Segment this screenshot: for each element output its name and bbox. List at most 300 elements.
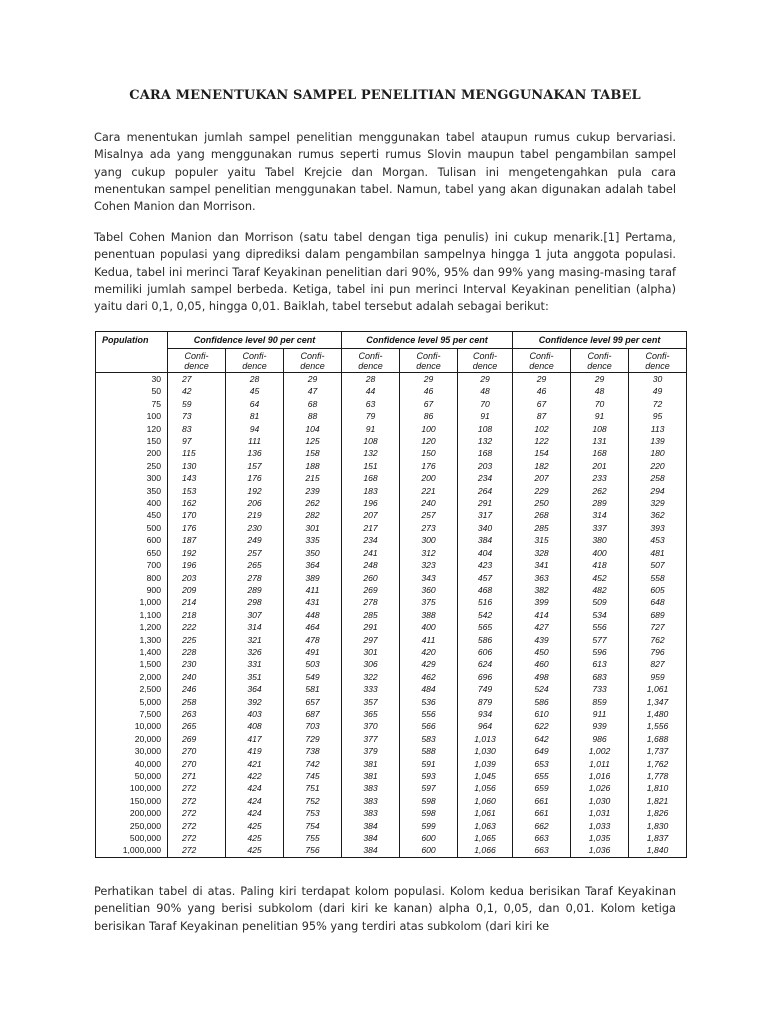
sample-size-cell: 239 bbox=[284, 485, 342, 497]
sample-size-cell: 419 bbox=[247, 746, 262, 757]
sample-size-cell: 221 bbox=[421, 485, 436, 496]
table-row bbox=[96, 485, 687, 497]
table-row bbox=[96, 745, 687, 757]
sample-size-cell: 258 bbox=[629, 472, 687, 484]
sample-size-cell: 206 bbox=[247, 498, 262, 509]
sample-size-cell: 414 bbox=[513, 609, 571, 621]
sample-size-cell: 151 bbox=[342, 460, 400, 472]
table-row bbox=[96, 534, 687, 546]
sample-size-cell: 565 bbox=[458, 621, 513, 633]
sample-size-cell: 29 bbox=[513, 373, 571, 386]
population-cell: 5,000 bbox=[96, 696, 168, 708]
sample-size-cell: 613 bbox=[592, 659, 607, 670]
population-cell: 1,500 bbox=[96, 658, 168, 670]
sample-size-cell: 108 bbox=[458, 423, 513, 435]
sample-size-cell: 453 bbox=[629, 534, 687, 546]
population-cell: 7,500 bbox=[96, 708, 168, 720]
table-row bbox=[96, 547, 687, 559]
sample-size-cell: 321 bbox=[247, 634, 262, 645]
sample-size-cell: 263 bbox=[168, 708, 226, 720]
sample-size-cell: 120 bbox=[421, 436, 436, 447]
sample-size-cell: 196 bbox=[342, 497, 400, 509]
sample-size-cell: 727 bbox=[629, 621, 687, 633]
sample-size-cell: 176 bbox=[247, 473, 262, 484]
population-cell: 700 bbox=[96, 559, 168, 571]
subheader-line: dence bbox=[529, 360, 554, 371]
sample-size-cell: 399 bbox=[513, 596, 571, 608]
sample-size-cell: 203 bbox=[458, 460, 513, 472]
sample-size-cell: 230 bbox=[247, 522, 262, 533]
sample-size-cell: 363 bbox=[513, 572, 571, 584]
sample-size-cell: 234 bbox=[458, 472, 513, 484]
sample-size-cell: 48 bbox=[594, 386, 605, 397]
sample-size-cell: 72 bbox=[629, 398, 687, 410]
sample-size-cell: 408 bbox=[247, 721, 262, 732]
sample-size-cell: 289 bbox=[247, 584, 262, 595]
cohen-manion-morrison-table bbox=[95, 331, 687, 858]
sample-size-cell: 214 bbox=[168, 596, 226, 608]
sample-size-cell: 733 bbox=[592, 684, 607, 695]
sample-size-cell: 44 bbox=[342, 385, 400, 397]
sample-size-cell: 598 bbox=[421, 795, 436, 806]
population-cell: 100 bbox=[96, 410, 168, 422]
sample-size-cell: 481 bbox=[629, 547, 687, 559]
population-cell: 10,000 bbox=[96, 720, 168, 732]
sample-size-cell: 192 bbox=[247, 485, 262, 496]
sample-size-cell: 272 bbox=[168, 782, 226, 794]
sample-size-cell: 653 bbox=[513, 758, 571, 770]
population-cell: 50,000 bbox=[96, 770, 168, 782]
sample-size-cell: 131 bbox=[592, 436, 607, 447]
sample-size-cell: 986 bbox=[592, 733, 607, 744]
sample-size-cell: 482 bbox=[592, 584, 607, 595]
population-cell: 1,000,000 bbox=[96, 844, 168, 857]
sample-size-cell: 153 bbox=[168, 485, 226, 497]
sample-size-cell: 113 bbox=[629, 423, 687, 435]
sample-size-cell: 328 bbox=[513, 547, 571, 559]
sample-size-cell: 365 bbox=[342, 708, 400, 720]
sample-size-cell: 272 bbox=[168, 832, 226, 844]
subheader-line: Confi- bbox=[184, 350, 209, 361]
sample-size-cell: 542 bbox=[458, 609, 513, 621]
sample-size-cell: 1,778 bbox=[629, 770, 687, 782]
sample-size-cell: 393 bbox=[629, 522, 687, 534]
sample-size-cell: 1,026 bbox=[588, 783, 611, 794]
sample-size-cell: 1,039 bbox=[458, 758, 513, 770]
sample-size-cell: 326 bbox=[247, 646, 262, 657]
sample-size-cell: 420 bbox=[421, 646, 436, 657]
sample-size-cell: 598 bbox=[421, 808, 436, 819]
sample-size-cell: 591 bbox=[421, 758, 436, 769]
sample-size-cell: 468 bbox=[458, 584, 513, 596]
population-cell: 200,000 bbox=[96, 807, 168, 819]
sample-size-cell: 1,347 bbox=[629, 696, 687, 708]
sample-size-cell: 122 bbox=[513, 435, 571, 447]
sample-size-cell: 260 bbox=[342, 572, 400, 584]
table-row bbox=[96, 460, 687, 472]
sample-size-cell: 600 bbox=[421, 833, 436, 844]
population-cell: 1,300 bbox=[96, 634, 168, 646]
sample-size-cell: 47 bbox=[284, 385, 342, 397]
sample-size-cell: 307 bbox=[247, 609, 262, 620]
sample-size-cell: 581 bbox=[284, 683, 342, 695]
sample-size-cell: 262 bbox=[592, 485, 607, 496]
sample-size-cell: 659 bbox=[513, 782, 571, 794]
sample-size-cell: 329 bbox=[629, 497, 687, 509]
sample-size-cell: 596 bbox=[592, 646, 607, 657]
sample-size-cell: 278 bbox=[342, 596, 400, 608]
table-row bbox=[96, 782, 687, 794]
sample-size-cell: 67 bbox=[513, 398, 571, 410]
sample-size-cell: 392 bbox=[247, 696, 262, 707]
sample-size-cell: 425 bbox=[247, 833, 262, 844]
table-row bbox=[96, 720, 687, 732]
sample-size-cell: 257 bbox=[421, 510, 436, 521]
sample-size-cell: 558 bbox=[629, 572, 687, 584]
sample-size-cell: 182 bbox=[513, 460, 571, 472]
sample-size-cell: 421 bbox=[247, 758, 262, 769]
sample-size-cell: 752 bbox=[284, 795, 342, 807]
sample-size-cell: 240 bbox=[168, 671, 226, 683]
sample-size-cell: 417 bbox=[247, 733, 262, 744]
sample-size-cell: 220 bbox=[629, 460, 687, 472]
population-cell: 1,100 bbox=[96, 609, 168, 621]
sample-size-cell: 1,837 bbox=[629, 832, 687, 844]
table-row bbox=[96, 733, 687, 745]
sample-size-cell: 168 bbox=[458, 447, 513, 459]
sample-size-cell: 586 bbox=[513, 696, 571, 708]
sample-size-cell: 343 bbox=[421, 572, 436, 583]
sample-size-cell: 46 bbox=[423, 386, 434, 397]
sample-size-cell: 484 bbox=[421, 684, 436, 695]
population-cell: 300 bbox=[96, 472, 168, 484]
population-cell: 75 bbox=[96, 398, 168, 410]
sample-size-cell: 827 bbox=[629, 658, 687, 670]
sample-size-cell: 411 bbox=[284, 584, 342, 596]
sample-size-cell: 507 bbox=[629, 559, 687, 571]
table-row bbox=[96, 497, 687, 509]
sample-size-cell: 228 bbox=[168, 646, 226, 658]
confidence-subheader bbox=[629, 349, 687, 373]
table-row bbox=[96, 770, 687, 782]
sample-size-cell: 48 bbox=[458, 385, 513, 397]
sample-size-cell: 331 bbox=[247, 659, 262, 670]
table-row bbox=[96, 423, 687, 435]
population-cell: 2,000 bbox=[96, 671, 168, 683]
table-row bbox=[96, 671, 687, 683]
population-cell: 350 bbox=[96, 485, 168, 497]
subheader-line: dence bbox=[300, 360, 325, 371]
table-row bbox=[96, 646, 687, 658]
population-header: Population bbox=[96, 332, 168, 373]
sample-size-cell: 154 bbox=[513, 447, 571, 459]
sample-size-cell: 272 bbox=[168, 807, 226, 819]
sample-size-cell: 357 bbox=[342, 696, 400, 708]
sample-size-cell: 756 bbox=[284, 844, 342, 857]
sample-size-cell: 364 bbox=[284, 559, 342, 571]
table-row bbox=[96, 435, 687, 447]
table-row bbox=[96, 572, 687, 584]
sample-size-cell: 73 bbox=[168, 410, 226, 422]
sample-size-cell: 1,810 bbox=[629, 782, 687, 794]
sample-size-cell: 257 bbox=[247, 547, 262, 558]
sample-size-cell: 337 bbox=[592, 522, 607, 533]
sample-size-cell: 448 bbox=[284, 609, 342, 621]
sample-size-cell: 209 bbox=[168, 584, 226, 596]
subheader-line: Confi- bbox=[300, 350, 325, 361]
table-row bbox=[96, 683, 687, 695]
sample-size-cell: 1,762 bbox=[629, 758, 687, 770]
sample-size-cell: 340 bbox=[458, 522, 513, 534]
sample-size-cell: 150 bbox=[421, 448, 436, 459]
sample-size-cell: 375 bbox=[421, 597, 436, 608]
sample-size-cell: 246 bbox=[168, 683, 226, 695]
page-title: CARA MENENTUKAN SAMPEL PENELITIAN MENGGUNAKAN TABEL bbox=[129, 88, 641, 103]
sample-size-cell: 262 bbox=[284, 497, 342, 509]
sample-size-cell: 183 bbox=[342, 485, 400, 497]
intro-paragraph: Cara menentukan jumlah sampel penelitian menggunakan tabel ataupun rumus cukup bervariasi. Misalnya ada yang menggunakan rumus seperti rumus Slovin maupun tabel pengambilan sampel yang cukup populer yaitu Tabel Krejcie dan Morgan. Tulisan ini mengetengahkan pula cara menentukan sampel penelitian menggunakan tabel. Namun, tabel yang akan digunakan adalah tabel Cohen Manion dan Morrison. bbox=[94, 131, 676, 214]
sample-size-cell: 1,036 bbox=[571, 844, 629, 857]
population-cell: 30 bbox=[96, 373, 168, 386]
table-row bbox=[96, 472, 687, 484]
sample-size-cell: 859 bbox=[592, 696, 607, 707]
sample-size-cell: 384 bbox=[342, 820, 400, 832]
sample-size-cell: 383 bbox=[342, 807, 400, 819]
sample-size-cell: 29 bbox=[458, 373, 513, 386]
sample-size-cell: 755 bbox=[284, 832, 342, 844]
confidence-subheader bbox=[342, 349, 400, 373]
sample-size-cell: 314 bbox=[247, 622, 262, 633]
sample-size-cell: 230 bbox=[168, 658, 226, 670]
sample-size-cell: 362 bbox=[629, 509, 687, 521]
sample-size-cell: 81 bbox=[249, 411, 260, 422]
subheader-line: dence bbox=[472, 360, 498, 371]
sample-size-cell: 1,480 bbox=[629, 708, 687, 720]
sample-size-cell: 170 bbox=[168, 509, 226, 521]
sample-size-cell: 315 bbox=[513, 534, 571, 546]
sample-size-cell: 683 bbox=[592, 671, 607, 682]
population-cell: 450 bbox=[96, 509, 168, 521]
sample-size-cell: 104 bbox=[284, 423, 342, 435]
population-cell: 500 bbox=[96, 522, 168, 534]
sample-size-cell: 233 bbox=[592, 473, 607, 484]
table-row bbox=[96, 596, 687, 608]
sample-size-cell: 911 bbox=[592, 708, 607, 719]
sample-size-cell: 136 bbox=[247, 448, 262, 459]
table-row bbox=[96, 820, 687, 832]
sample-size-cell: 754 bbox=[284, 820, 342, 832]
sample-size-cell: 273 bbox=[421, 522, 436, 533]
subheader-line: Confi- bbox=[587, 350, 612, 361]
sample-size-cell: 624 bbox=[458, 658, 513, 670]
table-description-paragraph: Tabel Cohen Manion dan Morrison (satu tabel dengan tiga penulis) ini cukup menarik.[1] Pertama, penentuan populasi yang diprediksi dalam pengambilan sampelnya hingga 1 juta anggota populasi. Kedua, tabel ini merinci Taraf Keyakinan penelitian dari 90%, 95% dan 99% yang masing-masing taraf memiliki jumlah sampel berbeda. Ketiga, tabel ini pun merinci Interval Keyakinan penelitian (alpha) yaitu dari 0,1, 0,05, hingga 0,01. Baiklah, tabel tersebut adalah sebagai berikut: bbox=[94, 231, 676, 314]
sample-size-cell: 411 bbox=[421, 634, 436, 645]
table-row bbox=[96, 696, 687, 708]
sample-size-cell: 49 bbox=[629, 385, 687, 397]
population-cell: 40,000 bbox=[96, 758, 168, 770]
table-row bbox=[96, 373, 687, 386]
sample-size-cell: 606 bbox=[458, 646, 513, 658]
sample-size-cell: 294 bbox=[629, 485, 687, 497]
subheader-line: dence bbox=[587, 360, 612, 371]
sample-size-cell: 429 bbox=[421, 659, 436, 670]
sample-size-cell: 28 bbox=[249, 374, 260, 384]
subheader-line: dence bbox=[416, 360, 441, 371]
table-row bbox=[96, 447, 687, 459]
sample-size-cell: 143 bbox=[168, 472, 226, 484]
sample-size-cell: 556 bbox=[592, 622, 607, 633]
sample-size-cell: 207 bbox=[342, 509, 400, 521]
sample-size-cell: 498 bbox=[513, 671, 571, 683]
sample-size-cell: 1,830 bbox=[629, 820, 687, 832]
sample-size-cell: 384 bbox=[342, 832, 400, 844]
subheader-line: Confi- bbox=[416, 350, 441, 361]
sample-size-cell: 91 bbox=[342, 423, 400, 435]
sample-size-cell: 108 bbox=[342, 435, 400, 447]
sample-size-cell: 265 bbox=[247, 560, 262, 571]
sample-size-cell: 379 bbox=[342, 745, 400, 757]
sample-size-cell: 689 bbox=[629, 609, 687, 621]
sample-size-cell: 42 bbox=[168, 385, 226, 397]
sample-size-cell: 588 bbox=[421, 746, 436, 757]
sample-size-cell: 176 bbox=[168, 522, 226, 534]
sample-size-cell: 404 bbox=[458, 547, 513, 559]
confidence-subheader bbox=[458, 349, 513, 373]
table-row bbox=[96, 621, 687, 633]
population-cell: 600 bbox=[96, 534, 168, 546]
sample-size-cell: 403 bbox=[247, 708, 262, 719]
sample-size-cell: 696 bbox=[458, 671, 513, 683]
confidence-subheader bbox=[513, 349, 571, 373]
sample-size-cell: 610 bbox=[513, 708, 571, 720]
explanation-paragraph: Perhatikan tabel di atas. Paling kiri terdapat kolom populasi. Kolom kedua berisikan Taraf Keyakinan penelitian 90% yang berisi subkolom (dari kiri ke kanan) alpha 0,1, 0,05, dan 0,01. Kolom ketiga berisikan Taraf Keyakinan penelitian 95% yang terdiri atas subkolom (dari kiri ke bbox=[94, 885, 676, 933]
table-row bbox=[96, 385, 687, 397]
sample-size-cell: 879 bbox=[458, 696, 513, 708]
sample-size-cell: 248 bbox=[342, 559, 400, 571]
subheader-line: Confi- bbox=[242, 350, 267, 361]
sample-size-cell: 291 bbox=[458, 497, 513, 509]
sample-size-cell: 240 bbox=[421, 498, 436, 509]
population-cell: 400 bbox=[96, 497, 168, 509]
sample-size-cell: 130 bbox=[168, 460, 226, 472]
sample-size-cell: 285 bbox=[513, 522, 571, 534]
table-row bbox=[96, 708, 687, 720]
sample-size-cell: 661 bbox=[513, 807, 571, 819]
population-cell: 1,400 bbox=[96, 646, 168, 658]
sample-size-cell: 341 bbox=[513, 559, 571, 571]
sample-size-cell: 45 bbox=[249, 386, 260, 397]
sample-size-cell: 382 bbox=[513, 584, 571, 596]
table-row bbox=[96, 758, 687, 770]
table-row bbox=[96, 609, 687, 621]
sample-size-cell: 268 bbox=[513, 509, 571, 521]
sample-size-cell: 28 bbox=[342, 373, 400, 386]
sample-size-cell: 524 bbox=[513, 683, 571, 695]
sample-size-cell: 270 bbox=[168, 745, 226, 757]
sample-size-cell: 70 bbox=[458, 398, 513, 410]
sample-size-cell: 1,063 bbox=[458, 820, 513, 832]
sample-size-cell: 605 bbox=[629, 584, 687, 596]
sample-size-cell: 1,002 bbox=[588, 746, 611, 757]
sample-size-cell: 265 bbox=[168, 720, 226, 732]
sample-size-cell: 270 bbox=[168, 758, 226, 770]
sample-size-cell: 100 bbox=[421, 423, 436, 434]
sample-size-cell: 317 bbox=[458, 509, 513, 521]
sample-size-cell: 749 bbox=[458, 683, 513, 695]
sample-size-cell: 1,737 bbox=[629, 745, 687, 757]
sample-size-cell: 687 bbox=[284, 708, 342, 720]
sample-size-cell: 452 bbox=[592, 572, 607, 583]
sample-size-cell: 1,065 bbox=[458, 832, 513, 844]
sample-size-cell: 139 bbox=[629, 435, 687, 447]
sample-size-cell: 203 bbox=[168, 572, 226, 584]
sample-size-cell: 364 bbox=[247, 684, 262, 695]
sample-size-cell: 516 bbox=[458, 596, 513, 608]
sample-size-cell: 509 bbox=[592, 597, 607, 608]
sample-size-cell: 168 bbox=[592, 448, 607, 459]
sample-size-cell: 87 bbox=[513, 410, 571, 422]
sample-size-cell: 1,030 bbox=[458, 745, 513, 757]
sample-size-cell: 322 bbox=[342, 671, 400, 683]
sample-size-cell: 272 bbox=[168, 795, 226, 807]
sample-size-cell: 796 bbox=[629, 646, 687, 658]
sample-size-cell: 577 bbox=[592, 634, 607, 645]
population-cell: 150,000 bbox=[96, 795, 168, 807]
sample-size-cell: 217 bbox=[342, 522, 400, 534]
sample-size-cell: 1,016 bbox=[588, 771, 611, 781]
sample-size-cell: 389 bbox=[284, 572, 342, 584]
population-cell: 120 bbox=[96, 423, 168, 435]
sample-size-cell: 350 bbox=[284, 547, 342, 559]
sample-size-cell: 91 bbox=[458, 410, 513, 422]
table-row bbox=[96, 844, 687, 857]
table-row bbox=[96, 410, 687, 422]
sample-size-cell: 298 bbox=[247, 597, 262, 608]
sample-size-cell: 29 bbox=[284, 373, 342, 386]
subheader-line: dence bbox=[242, 360, 267, 371]
sample-size-cell: 272 bbox=[168, 820, 226, 832]
table-row bbox=[96, 795, 687, 807]
sample-size-cell: 662 bbox=[513, 820, 571, 832]
sample-size-cell: 225 bbox=[168, 634, 226, 646]
sample-size-cell: 657 bbox=[284, 696, 342, 708]
sample-size-cell: 269 bbox=[342, 584, 400, 596]
table-row bbox=[96, 398, 687, 410]
confidence-subheader bbox=[168, 349, 226, 373]
sample-size-cell: 83 bbox=[168, 423, 226, 435]
population-cell: 900 bbox=[96, 584, 168, 596]
sample-size-cell: 306 bbox=[342, 658, 400, 670]
population-cell: 500,000 bbox=[96, 832, 168, 844]
sample-size-cell: 97 bbox=[168, 435, 226, 447]
sample-size-cell: 59 bbox=[168, 398, 226, 410]
sample-size-cell: 1,030 bbox=[588, 795, 611, 806]
sample-size-cell: 1,060 bbox=[458, 795, 513, 807]
sample-size-cell: 108 bbox=[592, 423, 607, 434]
sample-size-cell: 187 bbox=[168, 534, 226, 546]
sample-size-cell: 351 bbox=[247, 671, 262, 682]
sample-size-cell: 157 bbox=[247, 460, 262, 471]
sample-size-cell: 384 bbox=[458, 534, 513, 546]
confidence-subheader bbox=[400, 349, 458, 373]
population-cell: 20,000 bbox=[96, 733, 168, 745]
sample-size-cell: 422 bbox=[247, 771, 262, 781]
sample-size-cell: 478 bbox=[284, 634, 342, 646]
sample-size-cell: 586 bbox=[458, 634, 513, 646]
sample-size-cell: 753 bbox=[284, 807, 342, 819]
sample-size-cell: 1,033 bbox=[588, 820, 611, 831]
sample-size-cell: 192 bbox=[168, 547, 226, 559]
